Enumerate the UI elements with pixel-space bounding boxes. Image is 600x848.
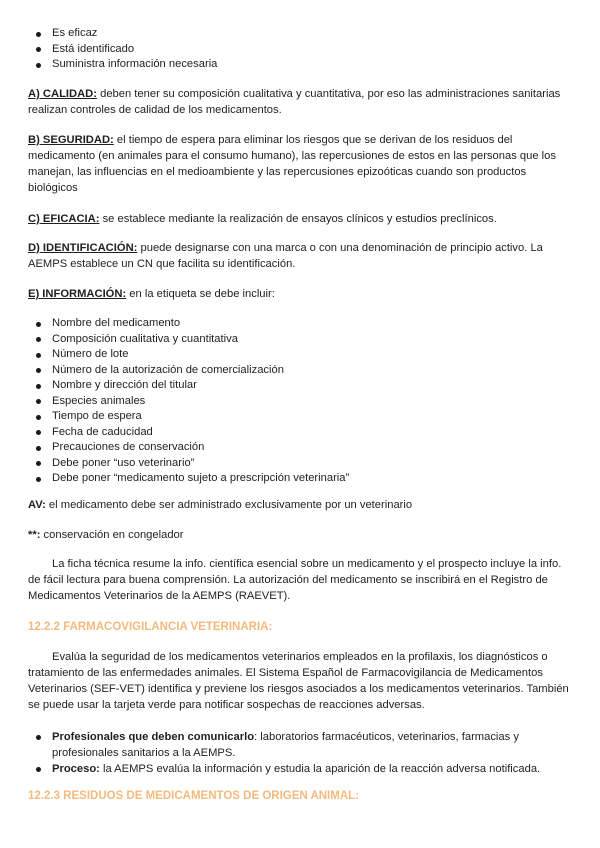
identificacion-paragraph (28, 240, 576, 272)
seguridad-label: B) SEGURIDAD: (28, 134, 114, 146)
eficacia-label: C) EFICACIA: (28, 213, 100, 225)
farmacovigilancia-heading: 12.2.2 FARMACOVIGILANCIA VETERINARIA: (28, 621, 273, 633)
list-item: Número de la autorización de comercialización (36, 363, 566, 379)
seguridad-text: el tiempo de espera para eliminar los riesgos que se derivan de los residuos del medicamento (en animales para el consumo humano), las repercusiones de estos en las personas que los manejan, las influencias en el medioambiente y las repercusiones epizoóticas cuando son productos biológicos (28, 134, 556, 194)
list-item: Precauciones de conservación (36, 440, 566, 456)
calidad-paragraph (28, 86, 576, 118)
list-item: Debe poner “uso veterinario” (36, 456, 566, 472)
informacion-text: en la etiqueta se debe incluir: (126, 288, 275, 300)
conservacion-text: conservación en congelador (40, 529, 184, 541)
list-item: Fecha de caducidad (36, 425, 566, 441)
ficha-tecnica-paragraph: La ficha técnica resume la info. científica esencial sobre un medicamento y el prospecto incluye la info. de fácil lectura para buena comprensión. La autorización del medicamento se inscribirá en el Registro de Medicamentos Veterinarios de la AEMPS (RAEVET). (28, 558, 562, 602)
list-item: Especies animales (36, 394, 566, 410)
bullet-text: : laboratorios farmacéuticos, veterinarios, farmacias y profesionales sanitarios a la AEMPS. (52, 731, 519, 759)
list-item: Tiempo de espera (36, 409, 566, 425)
identificacion-label: D) IDENTIFICACIÓN: (28, 242, 138, 254)
etiqueta-list (36, 316, 566, 487)
calidad-label: A) CALIDAD: (28, 88, 97, 100)
calidad-text: deben tener su composición cualitativa y cuantitativa, por eso las administraciones sanitarias realizan controles de calidad de los medicamentos. (28, 88, 561, 116)
av-label: AV: (28, 499, 46, 511)
list-item: Está identificado (36, 42, 566, 58)
farmacovigilancia-bullet-list (36, 729, 566, 777)
intro-bullet-list (36, 26, 566, 73)
list-item: Suministra información necesaria (36, 57, 566, 73)
list-item: Composición cualitativa y cuantitativa (36, 332, 566, 348)
informacion-label: E) INFORMACIÓN: (28, 288, 127, 300)
eficacia-paragraph (28, 211, 576, 227)
list-item: Nombre y dirección del titular (36, 378, 566, 394)
conservacion-paragraph (28, 527, 576, 543)
eficacia-text: se establece mediante la realización de ensayos clínicos y estudios preclínicos. (99, 213, 497, 225)
list-item (36, 729, 566, 761)
list-item: Es eficaz (36, 26, 566, 42)
conservacion-label: **: (28, 529, 41, 541)
list-item (36, 761, 566, 777)
bullet-label: Proceso: (52, 763, 100, 775)
av-paragraph (28, 497, 576, 513)
seguridad-paragraph (28, 132, 576, 196)
av-text: el medicamento debe ser administrado exclusivamente por un veterinario (45, 499, 413, 511)
residuos-heading: 12.2.3 RESIDUOS DE MEDICAMENTOS DE ORIGEN ANIMAL: (28, 790, 359, 802)
list-item: Nombre del medicamento (36, 316, 566, 332)
bullet-text: la AEMPS evalúa la información y estudia la aparición de la reacción adversa notificada. (99, 763, 541, 775)
farmacovigilancia-paragraph: Evalúa la seguridad de los medicamentos veterinarios empleados en la profilaxis, los diagnósticos o tratamiento de las enfermedades animales. El Sistema Español de Farmacovigilancia de Medicamentos Veterinarios (SEF-VET) identifica y previene los riesgos asociados a los medicamentos veterinarios. También se puede usar la tarjeta verde para notificar sospechas de reacciones adversas. (28, 651, 569, 711)
list-item: Debe poner “medicamento sujeto a prescripción veterinaria” (36, 471, 566, 487)
informacion-paragraph (28, 286, 576, 302)
list-item: Número de lote (36, 347, 566, 363)
identificacion-text: puede designarse con una marca o con una denominación de principio activo. La AEMPS establece un CN que facilita su identificación. (28, 242, 543, 270)
bullet-label: Profesionales que deben comunicarlo (52, 731, 255, 743)
